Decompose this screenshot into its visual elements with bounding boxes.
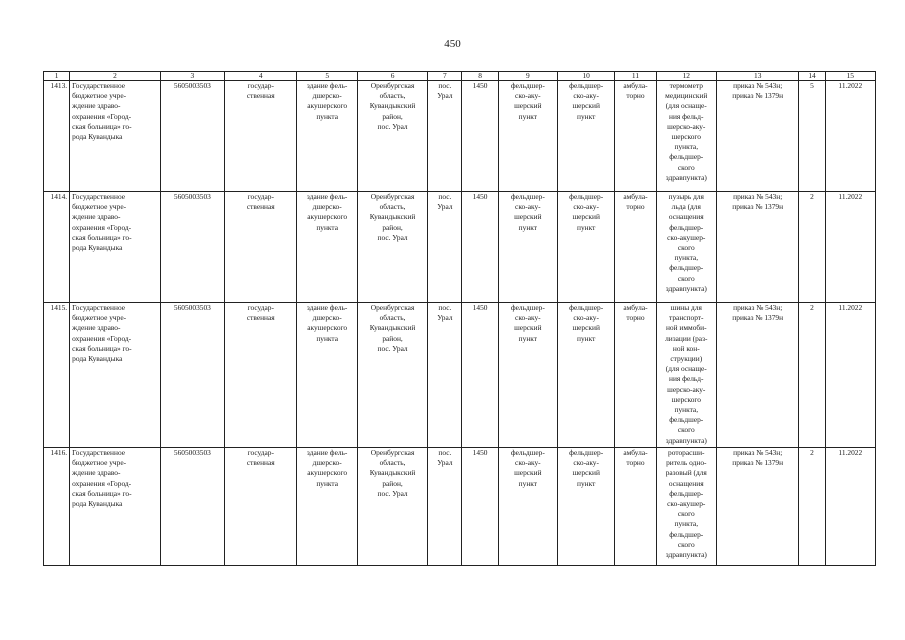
population-cell: 1450 bbox=[462, 192, 498, 303]
cell-line: шерский bbox=[514, 468, 542, 478]
cell-line: фельдшер- bbox=[669, 152, 704, 162]
cell-line: приказ № 1379н bbox=[732, 202, 784, 212]
cell-line: ждение здраво- bbox=[72, 101, 121, 111]
column-header: 15 bbox=[825, 72, 875, 81]
date-cell: 11.2022 bbox=[825, 448, 875, 566]
cell-line: Государственное bbox=[72, 448, 126, 457]
cell-line: ной кон- bbox=[672, 343, 700, 353]
cell-line: торно bbox=[626, 313, 645, 323]
column-header: 5 bbox=[297, 72, 357, 81]
row-number-cell: 1413. bbox=[44, 81, 70, 192]
unit-type-cell bbox=[558, 81, 615, 192]
cell-line: шерский bbox=[514, 101, 542, 111]
cell-line: ского bbox=[677, 162, 695, 172]
cell-line: амбула- bbox=[623, 81, 648, 90]
unit-type-cell bbox=[558, 448, 615, 566]
cell-line: пункта, bbox=[674, 405, 699, 415]
cell-line: здравпункта) bbox=[665, 283, 707, 293]
cell-line: фельдшер- bbox=[510, 448, 545, 457]
cell-line: фельдшер- bbox=[569, 448, 604, 457]
cell-line: дшерско- bbox=[312, 458, 342, 468]
cell-line: пункта, bbox=[674, 142, 699, 152]
cell-line: государ- bbox=[247, 448, 274, 457]
cell-line: транспорт- bbox=[669, 313, 704, 323]
table-row bbox=[44, 448, 876, 566]
ownership-form-cell bbox=[225, 81, 297, 192]
facility-type-cell bbox=[498, 81, 557, 192]
column-header: 11 bbox=[615, 72, 656, 81]
ownership-form-cell bbox=[225, 448, 297, 566]
cell-line: Государственное bbox=[72, 192, 126, 201]
column-header: 6 bbox=[357, 72, 427, 81]
cell-line: пункт bbox=[577, 478, 596, 488]
address-cell bbox=[357, 81, 427, 192]
cell-line: льда (для bbox=[671, 202, 701, 212]
unit-type-cell bbox=[558, 192, 615, 303]
cell-line: ского bbox=[677, 243, 695, 253]
table-header-row bbox=[44, 72, 876, 81]
care-form-cell bbox=[615, 303, 656, 448]
cell-line: ского bbox=[677, 539, 695, 549]
legal-basis-cell bbox=[716, 448, 798, 566]
building-type-cell bbox=[297, 192, 357, 303]
equipment-cell bbox=[656, 192, 716, 303]
cell-line: государ- bbox=[247, 81, 274, 90]
cell-line: район, bbox=[382, 333, 403, 343]
date-cell: 11.2022 bbox=[825, 192, 875, 303]
cell-line: здравпункта) bbox=[665, 435, 707, 445]
cell-line: область, bbox=[379, 313, 406, 323]
cell-line: ская больница» го- bbox=[72, 488, 132, 498]
cell-line: дшерско- bbox=[312, 202, 342, 212]
column-header: 14 bbox=[799, 72, 825, 81]
cell-line: шерский bbox=[514, 212, 542, 222]
cell-line: пункта bbox=[316, 222, 339, 232]
cell-line: ско-аку- bbox=[573, 91, 599, 101]
cell-line: область, bbox=[379, 458, 406, 468]
cell-line: ждение здраво- bbox=[72, 212, 121, 222]
cell-line: Государственное bbox=[72, 303, 126, 312]
cell-line: пункта, bbox=[674, 519, 699, 529]
cell-line: ско-аку- bbox=[573, 458, 599, 468]
cell-line: ско-аку- bbox=[515, 91, 541, 101]
facility-type-cell bbox=[498, 303, 557, 448]
cell-line: пузырь для bbox=[668, 192, 704, 201]
column-header: 1 bbox=[44, 72, 70, 81]
cell-line: шерский bbox=[572, 101, 600, 111]
column-header: 10 bbox=[558, 72, 615, 81]
table-row bbox=[44, 303, 876, 448]
inn-cell: 5605003503 bbox=[160, 192, 224, 303]
row-number-cell: 1415. bbox=[44, 303, 70, 448]
address-cell bbox=[357, 303, 427, 448]
cell-line: Кувандыкский bbox=[369, 212, 416, 222]
quantity-cell: 2 bbox=[799, 303, 825, 448]
row-number-cell: 1414. bbox=[44, 192, 70, 303]
equipment-cell bbox=[656, 303, 716, 448]
cell-line: оснащения bbox=[668, 212, 704, 222]
cell-line: пункт bbox=[577, 333, 596, 343]
quantity-cell: 5 bbox=[799, 81, 825, 192]
cell-line: государ- bbox=[247, 303, 274, 312]
cell-line: ждение здраво- bbox=[72, 323, 121, 333]
cell-line: фельдшер- bbox=[569, 192, 604, 201]
cell-line: Кувандыкский bbox=[369, 323, 416, 333]
column-header: 13 bbox=[716, 72, 798, 81]
settlement-cell: пос. Урал bbox=[428, 192, 462, 303]
organization-name-cell bbox=[70, 448, 161, 566]
cell-line: Государственное bbox=[72, 81, 126, 90]
cell-line: пос. Урал bbox=[377, 488, 408, 498]
column-header: 12 bbox=[656, 72, 716, 81]
cell-line: акушерского bbox=[307, 323, 348, 333]
cell-line: фельдшер- bbox=[569, 303, 604, 312]
cell-line: пункт bbox=[518, 111, 538, 121]
equipment-cell bbox=[656, 81, 716, 192]
cell-line: государ- bbox=[247, 192, 274, 201]
cell-line: ская больница» го- bbox=[72, 232, 132, 242]
inn-cell: 5605003503 bbox=[160, 448, 224, 566]
cell-line: торно bbox=[626, 202, 645, 212]
date-cell: 11.2022 bbox=[825, 303, 875, 448]
cell-line: ной иммоби- bbox=[665, 323, 707, 333]
cell-line: термометр bbox=[669, 81, 703, 90]
organization-name-cell bbox=[70, 81, 161, 192]
cell-line: (для оснаще- bbox=[665, 101, 707, 111]
care-form-cell bbox=[615, 81, 656, 192]
cell-line: ская больница» го- bbox=[72, 343, 132, 353]
cell-line: Оренбургская bbox=[370, 81, 415, 90]
address-cell bbox=[357, 192, 427, 303]
cell-line: медицинский bbox=[665, 91, 708, 101]
cell-line: струкции) bbox=[670, 354, 703, 364]
cell-line: здание фель- bbox=[306, 303, 348, 312]
cell-line: здравпункта) bbox=[665, 172, 707, 182]
cell-line: шерский bbox=[514, 323, 542, 333]
page-number: 450 bbox=[444, 38, 461, 50]
cell-line: область, bbox=[379, 91, 406, 101]
cell-line: ственная bbox=[246, 313, 275, 323]
cell-line: ритель одно- bbox=[666, 458, 707, 468]
cell-line: ско-акушер- bbox=[667, 499, 706, 509]
cell-line: фельдшер- bbox=[569, 81, 604, 90]
cell-line: приказ № 543н; bbox=[733, 192, 783, 201]
cell-line: пункта, bbox=[674, 253, 699, 263]
cell-line: торно bbox=[626, 458, 645, 468]
cell-line: ния фельд- bbox=[669, 374, 704, 384]
cell-line: рода Кувандыка bbox=[72, 499, 123, 509]
cell-line: здание фель- bbox=[306, 448, 348, 457]
cell-line: ско-аку- bbox=[573, 313, 599, 323]
column-header: 3 bbox=[160, 72, 224, 81]
cell-line: район, bbox=[382, 222, 403, 232]
cell-line: район, bbox=[382, 478, 403, 488]
cell-line: охранения «Город- bbox=[72, 478, 132, 488]
cell-line: пункт bbox=[518, 478, 538, 488]
cell-line: фельдшер- bbox=[669, 488, 704, 498]
cell-line: фельдшер- bbox=[669, 529, 704, 539]
cell-line: фельдшер- bbox=[669, 263, 704, 273]
cell-line: шины для bbox=[670, 303, 702, 312]
cell-line: ско-аку- bbox=[515, 313, 541, 323]
cell-line: бюджетное учре- bbox=[72, 313, 127, 323]
column-header: 2 bbox=[70, 72, 161, 81]
cell-line: шерского bbox=[671, 394, 701, 404]
column-header: 4 bbox=[225, 72, 297, 81]
cell-line: бюджетное учре- bbox=[72, 202, 127, 212]
cell-line: пункт bbox=[518, 333, 538, 343]
cell-line: пос. Урал bbox=[377, 232, 408, 242]
population-cell: 1450 bbox=[462, 448, 498, 566]
cell-line: пункта bbox=[316, 333, 339, 343]
cell-line: Кувандыкский bbox=[369, 101, 416, 111]
cell-line: шерского bbox=[671, 132, 701, 142]
cell-line: ская больница» го- bbox=[72, 121, 132, 131]
cell-line: фельдшер- bbox=[510, 81, 545, 90]
legal-basis-cell bbox=[716, 192, 798, 303]
cell-line: рода Кувандыка bbox=[72, 132, 123, 142]
cell-line: оснащения bbox=[668, 478, 704, 488]
care-form-cell bbox=[615, 448, 656, 566]
population-cell: 1450 bbox=[462, 81, 498, 192]
row-number-cell: 1416. bbox=[44, 448, 70, 566]
cell-line: ского bbox=[677, 509, 695, 519]
cell-line: амбула- bbox=[623, 303, 648, 312]
cell-line: Оренбургская bbox=[370, 303, 415, 312]
cell-line: шерско-аку- bbox=[667, 121, 706, 131]
cell-line: дшерско- bbox=[312, 313, 342, 323]
quantity-cell: 2 bbox=[799, 192, 825, 303]
cell-line: ско-аку- bbox=[573, 202, 599, 212]
cell-line: пос. Урал bbox=[377, 121, 408, 131]
cell-line: фельдшер- bbox=[510, 192, 545, 201]
organization-name-cell bbox=[70, 303, 161, 448]
inn-cell: 5605003503 bbox=[160, 303, 224, 448]
cell-line: пункт bbox=[577, 222, 596, 232]
cell-line: шерский bbox=[572, 323, 600, 333]
cell-line: акушерского bbox=[307, 101, 348, 111]
cell-line: рода Кувандыка bbox=[72, 354, 123, 364]
cell-line: ско-аку- bbox=[515, 458, 541, 468]
cell-line: амбула- bbox=[623, 448, 648, 457]
cell-line: роторасши- bbox=[668, 448, 705, 457]
cell-line: фельдшер- bbox=[510, 303, 545, 312]
organization-name-cell bbox=[70, 192, 161, 303]
cell-line: ственная bbox=[246, 458, 275, 468]
cell-line: приказ № 543н; bbox=[733, 81, 783, 90]
column-header: 8 bbox=[462, 72, 498, 81]
cell-line: охранения «Город- bbox=[72, 111, 132, 121]
settlement-cell: пос. Урал bbox=[428, 448, 462, 566]
cell-line: (для оснаще- bbox=[665, 364, 707, 374]
settlement-cell: пос. Урал bbox=[428, 81, 462, 192]
cell-line: амбула- bbox=[623, 192, 648, 201]
cell-line: приказ № 1379н bbox=[732, 91, 784, 101]
cell-line: ского bbox=[677, 273, 695, 283]
cell-line: шерский bbox=[572, 468, 600, 478]
table-row bbox=[44, 192, 876, 303]
cell-line: район, bbox=[382, 111, 403, 121]
care-form-cell bbox=[615, 192, 656, 303]
cell-line: лизации (раз- bbox=[665, 333, 708, 343]
cell-line: Кувандыкский bbox=[369, 468, 416, 478]
building-type-cell bbox=[297, 303, 357, 448]
cell-line: рода Кувандыка bbox=[72, 243, 123, 253]
cell-line: шерский bbox=[572, 212, 600, 222]
cell-line: приказ № 1379н bbox=[732, 313, 784, 323]
cell-line: здравпункта) bbox=[665, 550, 707, 560]
cell-line: здание фель- bbox=[306, 192, 348, 201]
cell-line: Оренбургская bbox=[370, 192, 415, 201]
building-type-cell bbox=[297, 448, 357, 566]
cell-line: пос. Урал bbox=[377, 343, 408, 353]
cell-line: дшерско- bbox=[312, 91, 342, 101]
cell-line: фельдшер- bbox=[669, 222, 704, 232]
legal-basis-cell bbox=[716, 81, 798, 192]
cell-line: бюджетное учре- bbox=[72, 91, 127, 101]
cell-line: охранения «Город- bbox=[72, 333, 132, 343]
cell-line: приказ № 543н; bbox=[733, 448, 783, 457]
cell-line: торно bbox=[626, 91, 645, 101]
register-table bbox=[43, 71, 876, 566]
cell-line: фельдшер- bbox=[669, 415, 704, 425]
cell-line: ско-акушер- bbox=[667, 232, 706, 242]
date-cell: 11.2022 bbox=[825, 81, 875, 192]
column-header: 7 bbox=[428, 72, 462, 81]
quantity-cell: 2 bbox=[799, 448, 825, 566]
cell-line: ского bbox=[677, 425, 695, 435]
cell-line: Оренбургская bbox=[370, 448, 415, 457]
cell-line: бюджетное учре- bbox=[72, 458, 127, 468]
cell-line: пункта bbox=[316, 111, 339, 121]
cell-line: ждение здраво- bbox=[72, 468, 121, 478]
cell-line: ственная bbox=[246, 91, 275, 101]
unit-type-cell bbox=[558, 303, 615, 448]
cell-line: акушерского bbox=[307, 468, 348, 478]
inn-cell: 5605003503 bbox=[160, 81, 224, 192]
cell-line: акушерского bbox=[307, 212, 348, 222]
cell-line: пункта bbox=[316, 478, 339, 488]
settlement-cell: пос. Урал bbox=[428, 303, 462, 448]
equipment-cell bbox=[656, 448, 716, 566]
cell-line: приказ № 1379н bbox=[732, 458, 784, 468]
cell-line: здание фель- bbox=[306, 81, 348, 90]
cell-line: ственная bbox=[246, 202, 275, 212]
address-cell bbox=[357, 448, 427, 566]
cell-line: охранения «Город- bbox=[72, 222, 132, 232]
facility-type-cell bbox=[498, 448, 557, 566]
facility-type-cell bbox=[498, 192, 557, 303]
cell-line: область, bbox=[379, 202, 406, 212]
cell-line: приказ № 543н; bbox=[733, 303, 783, 312]
cell-line: разовый (для bbox=[665, 468, 707, 478]
legal-basis-cell bbox=[716, 303, 798, 448]
ownership-form-cell bbox=[225, 192, 297, 303]
ownership-form-cell bbox=[225, 303, 297, 448]
population-cell: 1450 bbox=[462, 303, 498, 448]
building-type-cell bbox=[297, 81, 357, 192]
cell-line: ния фельд- bbox=[669, 111, 704, 121]
cell-line: пункт bbox=[577, 111, 596, 121]
table-row bbox=[44, 81, 876, 192]
cell-line: шерско-аку- bbox=[667, 384, 706, 394]
cell-line: пункт bbox=[518, 222, 538, 232]
column-header: 9 bbox=[498, 72, 557, 81]
cell-line: ско-аку- bbox=[515, 202, 541, 212]
